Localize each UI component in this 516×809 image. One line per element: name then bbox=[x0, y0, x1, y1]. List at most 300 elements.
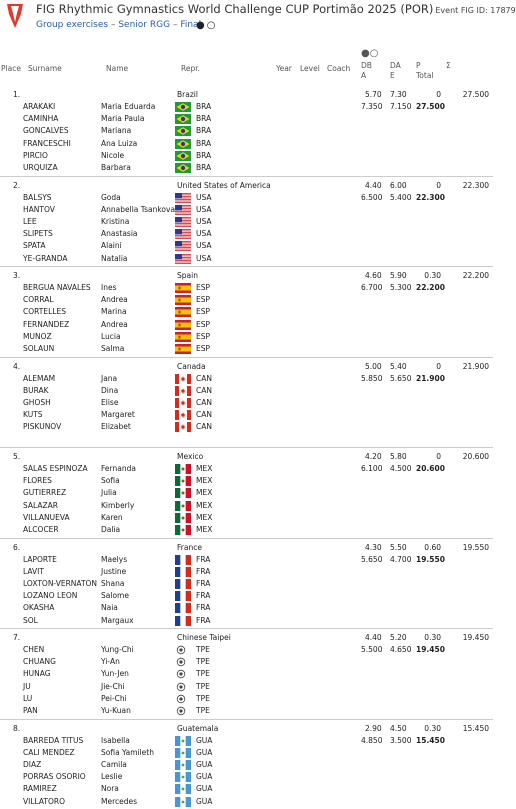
athlete-name: Yung-Chi bbox=[101, 645, 134, 654]
athlete-surname: BALSYS bbox=[23, 193, 52, 202]
team-summary-row bbox=[0, 543, 493, 553]
athlete-surname: LOZANO LEON bbox=[23, 591, 77, 600]
athlete-surname: PAN bbox=[23, 706, 38, 715]
tpe-flag-icon bbox=[175, 645, 191, 655]
team-place: 7. bbox=[13, 633, 20, 642]
athlete-surname: SOL bbox=[23, 616, 38, 625]
esp-flag-icon bbox=[175, 344, 191, 354]
usa-flag-icon bbox=[175, 254, 191, 264]
athlete-row bbox=[0, 760, 493, 772]
athlete-surname: CHUANG bbox=[23, 657, 56, 666]
team-total: 22.300 bbox=[416, 193, 445, 202]
fra-flag-icon bbox=[175, 616, 191, 626]
team-country: Spain bbox=[177, 271, 198, 280]
esp-flag-icon bbox=[175, 332, 191, 342]
team-total: 15.450 bbox=[416, 736, 445, 745]
athlete-row bbox=[0, 205, 493, 217]
mex-flag-icon bbox=[175, 488, 191, 498]
athlete-row bbox=[0, 241, 493, 253]
athlete-surname: LAPORTE bbox=[23, 555, 57, 564]
athlete-row bbox=[0, 320, 493, 332]
athlete-country-code: FRA bbox=[196, 591, 210, 600]
team-e-score: 3.500 bbox=[390, 736, 411, 745]
athlete-surname: CHEN bbox=[23, 645, 44, 654]
athlete-surname: ALCOCER bbox=[23, 525, 59, 534]
athlete-surname: FERNANDEZ bbox=[23, 320, 69, 329]
athlete-row bbox=[0, 151, 493, 163]
page-header bbox=[0, 0, 493, 62]
athlete-surname: HUNAG bbox=[23, 669, 51, 678]
fig-logo-icon bbox=[3, 2, 27, 30]
athlete-surname: FLORES bbox=[23, 476, 52, 485]
athlete-row bbox=[0, 114, 493, 126]
athlete-row bbox=[0, 344, 493, 356]
athlete-name: Camila bbox=[101, 760, 127, 769]
team-da: 5.20 bbox=[390, 633, 407, 642]
team-summary-row bbox=[0, 90, 493, 100]
athlete-country-code: MEX bbox=[196, 488, 212, 497]
athlete-surname: MUNOZ bbox=[23, 332, 52, 341]
tpe-flag-icon bbox=[175, 669, 191, 679]
esp-flag-icon bbox=[175, 283, 191, 293]
athlete-country-code: BRA bbox=[196, 114, 211, 123]
athlete-row bbox=[0, 501, 493, 513]
team-a-score: 6.100 bbox=[361, 464, 382, 473]
athlete-country-code: USA bbox=[196, 193, 212, 202]
col-level: Level bbox=[300, 64, 320, 73]
athlete-row bbox=[0, 657, 493, 669]
bra-flag-icon bbox=[175, 151, 191, 161]
athlete-country-code: GUA bbox=[196, 797, 212, 806]
athlete-surname: BERGUA NAVALES bbox=[23, 283, 91, 292]
team-e-score: 7.150 bbox=[390, 102, 411, 111]
col-p: P bbox=[416, 61, 421, 70]
team-group bbox=[0, 177, 493, 268]
team-db: 4.20 bbox=[365, 452, 382, 461]
fra-flag-icon bbox=[175, 567, 191, 577]
team-summary-row bbox=[0, 724, 493, 734]
athlete-country-code: TPE bbox=[196, 694, 210, 703]
athlete-row bbox=[0, 422, 493, 434]
athlete-country-code: ESP bbox=[196, 332, 210, 341]
athlete-surname: GONCALVES bbox=[23, 126, 69, 135]
usa-flag-icon bbox=[175, 205, 191, 215]
col-a: A bbox=[361, 71, 366, 80]
gua-flag-icon bbox=[175, 797, 191, 807]
gua-flag-icon bbox=[175, 748, 191, 758]
athlete-row bbox=[0, 591, 493, 603]
athlete-country-code: BRA bbox=[196, 139, 211, 148]
team-penalty: 0 bbox=[436, 181, 441, 190]
athlete-row bbox=[0, 398, 493, 410]
gua-flag-icon bbox=[175, 772, 191, 782]
team-total: 21.900 bbox=[416, 374, 445, 383]
can-flag-icon bbox=[175, 398, 191, 408]
team-db: 4.40 bbox=[365, 181, 382, 190]
athlete-name: Margaux bbox=[101, 616, 134, 625]
athlete-surname: ALEMAM bbox=[23, 374, 55, 383]
team-sigma: 20.600 bbox=[463, 452, 489, 461]
col-da: DA bbox=[390, 61, 401, 70]
athlete-country-code: USA bbox=[196, 217, 212, 226]
team-da: 6.00 bbox=[390, 181, 407, 190]
team-place: 5. bbox=[13, 452, 20, 461]
tpe-flag-icon bbox=[175, 682, 191, 692]
athlete-name: Natalia bbox=[101, 254, 128, 263]
athlete-row bbox=[0, 476, 493, 488]
col-coach: Coach bbox=[327, 64, 350, 73]
athlete-surname: FRANCESCHI bbox=[23, 139, 71, 148]
bra-flag-icon bbox=[175, 163, 191, 173]
fra-flag-icon bbox=[175, 591, 191, 601]
athlete-surname: CORRAL bbox=[23, 295, 54, 304]
team-total: 20.600 bbox=[416, 464, 445, 473]
athlete-country-code: GUA bbox=[196, 736, 212, 745]
team-penalty: 0.60 bbox=[424, 543, 441, 552]
athlete-name: Mariana bbox=[101, 126, 131, 135]
athlete-name: Shana bbox=[101, 579, 124, 588]
team-a-score: 5.850 bbox=[361, 374, 382, 383]
athlete-country-code: MEX bbox=[196, 464, 212, 473]
bra-flag-icon bbox=[175, 139, 191, 149]
usa-flag-icon bbox=[175, 229, 191, 239]
team-db: 5.00 bbox=[365, 362, 382, 371]
team-db: 2.90 bbox=[365, 724, 382, 733]
athlete-surname: ARAKAKI bbox=[23, 102, 55, 111]
mex-flag-icon bbox=[175, 464, 191, 474]
athlete-row bbox=[0, 139, 493, 151]
athlete-country-code: USA bbox=[196, 241, 212, 250]
athlete-name: Maelys bbox=[101, 555, 127, 564]
results-table bbox=[0, 86, 493, 809]
athlete-country-code: TPE bbox=[196, 669, 210, 678]
athlete-row bbox=[0, 579, 493, 591]
athlete-country-code: GUA bbox=[196, 760, 212, 769]
team-place: 2. bbox=[13, 181, 20, 190]
athlete-country-code: MEX bbox=[196, 513, 212, 522]
athlete-name: Elizabet bbox=[101, 422, 131, 431]
athlete-row bbox=[0, 748, 493, 760]
team-a-score: 6.700 bbox=[361, 283, 382, 292]
team-group bbox=[0, 267, 493, 358]
athlete-row bbox=[0, 307, 493, 319]
fra-flag-icon bbox=[175, 555, 191, 565]
usa-flag-icon bbox=[175, 217, 191, 227]
athlete-surname: LU bbox=[23, 694, 32, 703]
athlete-surname: SOLAUN bbox=[23, 344, 54, 353]
athlete-name: Maria Paula bbox=[101, 114, 144, 123]
athlete-name: Nicole bbox=[101, 151, 124, 160]
fra-flag-icon bbox=[175, 603, 191, 613]
athlete-row bbox=[0, 102, 493, 114]
athlete-country-code: BRA bbox=[196, 102, 211, 111]
athlete-row bbox=[0, 464, 493, 476]
team-summary-row bbox=[0, 181, 493, 191]
team-e-score: 5.400 bbox=[390, 193, 411, 202]
team-a-score: 7.350 bbox=[361, 102, 382, 111]
athlete-country-code: FRA bbox=[196, 603, 210, 612]
team-da: 5.80 bbox=[390, 452, 407, 461]
team-place: 1. bbox=[13, 90, 20, 99]
col-db: DB bbox=[361, 61, 372, 70]
athlete-surname: OKASHA bbox=[23, 603, 54, 612]
team-group bbox=[0, 448, 493, 539]
athlete-name: Andrea bbox=[101, 320, 128, 329]
team-group bbox=[0, 358, 493, 449]
team-sigma: 19.550 bbox=[463, 543, 489, 552]
col-sigma: Σ bbox=[446, 61, 451, 70]
athlete-country-code: CAN bbox=[196, 374, 212, 383]
athlete-row bbox=[0, 567, 493, 579]
athlete-country-code: TPE bbox=[196, 645, 210, 654]
team-place: 3. bbox=[13, 271, 20, 280]
athlete-name: Jana bbox=[101, 374, 117, 383]
athlete-surname: RAMIREZ bbox=[23, 784, 57, 793]
athlete-country-code: CAN bbox=[196, 398, 212, 407]
athlete-name: Andrea bbox=[101, 295, 128, 304]
athlete-surname: SALAS ESPINOZA bbox=[23, 464, 88, 473]
athlete-name: Anastasia bbox=[101, 229, 138, 238]
team-a-score: 6.500 bbox=[361, 193, 382, 202]
athlete-row bbox=[0, 645, 493, 657]
athlete-name: Maria Eduarda bbox=[101, 102, 155, 111]
athlete-surname: PISKUNOV bbox=[23, 422, 61, 431]
athlete-name: Kimberly bbox=[101, 501, 134, 510]
athlete-row bbox=[0, 784, 493, 796]
athlete-surname: CALI MENDEZ bbox=[23, 748, 75, 757]
athlete-name: Marina bbox=[101, 307, 127, 316]
athlete-name: Justine bbox=[101, 567, 126, 576]
column-headers bbox=[0, 62, 493, 88]
usa-flag-icon bbox=[175, 193, 191, 203]
breadcrumb-senior-rgg[interactable]: Senior RGG bbox=[118, 20, 170, 30]
athlete-row bbox=[0, 295, 493, 307]
athlete-name: Fernanda bbox=[101, 464, 136, 473]
team-group bbox=[0, 86, 493, 177]
team-country: Brazil bbox=[177, 90, 198, 99]
athlete-surname: LAVIT bbox=[23, 567, 44, 576]
team-place: 6. bbox=[13, 543, 20, 552]
team-db: 4.40 bbox=[365, 633, 382, 642]
athlete-row bbox=[0, 163, 493, 175]
bra-flag-icon bbox=[175, 114, 191, 124]
athlete-country-code: CAN bbox=[196, 386, 212, 395]
athlete-row bbox=[0, 694, 493, 706]
athlete-name: Salma bbox=[101, 344, 124, 353]
team-db: 5.70 bbox=[365, 90, 382, 99]
bra-flag-icon bbox=[175, 126, 191, 136]
team-db: 4.30 bbox=[365, 543, 382, 552]
team-penalty: 0 bbox=[436, 452, 441, 461]
team-da: 5.50 bbox=[390, 543, 407, 552]
athlete-country-code: FRA bbox=[196, 567, 210, 576]
col-apparatus-icons: ●○ bbox=[361, 48, 378, 59]
athlete-surname: CORTELLES bbox=[23, 307, 66, 316]
col-name: Name bbox=[106, 64, 128, 73]
athlete-country-code: BRA bbox=[196, 151, 211, 160]
athlete-name: Lucia bbox=[101, 332, 121, 341]
athlete-row bbox=[0, 410, 493, 422]
athlete-name: Julia bbox=[101, 488, 117, 497]
athlete-row bbox=[0, 193, 493, 205]
athlete-name: Kristina bbox=[101, 217, 129, 226]
team-sigma: 22.300 bbox=[463, 181, 489, 190]
bra-flag-icon bbox=[175, 102, 191, 112]
athlete-country-code: ESP bbox=[196, 295, 210, 304]
athlete-surname: LOXTON-VERNATON bbox=[23, 579, 97, 588]
athlete-surname: LEE bbox=[23, 217, 37, 226]
athlete-row bbox=[0, 332, 493, 344]
athlete-row bbox=[0, 254, 493, 266]
esp-flag-icon bbox=[175, 307, 191, 317]
athlete-country-code: MEX bbox=[196, 525, 212, 534]
esp-flag-icon bbox=[175, 295, 191, 305]
team-country: Mexico bbox=[177, 452, 203, 461]
team-penalty: 0.30 bbox=[424, 724, 441, 733]
mex-flag-icon bbox=[175, 476, 191, 486]
athlete-surname: SALAZAR bbox=[23, 501, 58, 510]
col-total: Total bbox=[416, 71, 434, 80]
col-surname: Surname bbox=[28, 64, 62, 73]
breadcrumb-final[interactable]: Final bbox=[180, 20, 201, 30]
col-year: Year bbox=[276, 64, 292, 73]
athlete-surname: PORRAS OSORIO bbox=[23, 772, 86, 781]
col-repr: Repr. bbox=[181, 64, 200, 73]
athlete-name: Yi-An bbox=[101, 657, 120, 666]
athlete-name: Ines bbox=[101, 283, 117, 292]
athlete-name: Karen bbox=[101, 513, 123, 522]
tpe-flag-icon bbox=[175, 706, 191, 716]
athlete-country-code: USA bbox=[196, 229, 212, 238]
athlete-name: Naia bbox=[101, 603, 118, 612]
athlete-name: Sofia Yamileth bbox=[101, 748, 154, 757]
team-place: 8. bbox=[13, 724, 20, 733]
athlete-country-code: MEX bbox=[196, 501, 212, 510]
athlete-name: Ana Luiza bbox=[101, 139, 137, 148]
athlete-name: Alaini bbox=[101, 241, 122, 250]
athlete-row bbox=[0, 374, 493, 386]
team-e-score: 4.700 bbox=[390, 555, 411, 564]
athlete-row bbox=[0, 229, 493, 241]
athlete-surname: BURAK bbox=[23, 386, 49, 395]
athlete-row bbox=[0, 217, 493, 229]
team-e-score: 5.650 bbox=[390, 374, 411, 383]
athlete-country-code: ESP bbox=[196, 307, 210, 316]
athlete-name: Yu-Kuan bbox=[101, 706, 131, 715]
team-da: 4.50 bbox=[390, 724, 407, 733]
athlete-country-code: MEX bbox=[196, 476, 212, 485]
athlete-country-code: USA bbox=[196, 254, 212, 263]
athlete-name: Dina bbox=[101, 386, 118, 395]
team-total: 22.200 bbox=[416, 283, 445, 292]
usa-flag-icon bbox=[175, 241, 191, 251]
team-group bbox=[0, 539, 493, 630]
page-title: FIG Rhythmic Gymnastics World Challenge CUP Portimão 2025 (POR) Event FIG ID: 17879 bbox=[36, 2, 516, 16]
athlete-name: Sofia bbox=[101, 476, 120, 485]
team-total: 19.550 bbox=[416, 555, 445, 564]
athlete-name: Leslie bbox=[101, 772, 122, 781]
apparatus-icons: ●○ bbox=[196, 20, 217, 31]
gua-flag-icon bbox=[175, 736, 191, 746]
team-summary-row bbox=[0, 271, 493, 281]
athlete-surname: SLIPETS bbox=[23, 229, 53, 238]
can-flag-icon bbox=[175, 386, 191, 396]
athlete-surname: BARREDA TITUS bbox=[23, 736, 83, 745]
fra-flag-icon bbox=[175, 579, 191, 589]
athlete-surname: KUTS bbox=[23, 410, 43, 419]
breadcrumb-group-exercises[interactable]: Group exercises bbox=[36, 20, 108, 30]
team-country: Guatemala bbox=[177, 724, 218, 733]
team-group bbox=[0, 629, 493, 720]
athlete-name: Nora bbox=[101, 784, 119, 793]
col-place: Place bbox=[1, 64, 21, 73]
athlete-surname: CAMINHA bbox=[23, 114, 58, 123]
mex-flag-icon bbox=[175, 525, 191, 535]
event-id: Event FIG ID: 17879 bbox=[435, 6, 515, 15]
athlete-row bbox=[0, 706, 493, 718]
athlete-country-code: GUA bbox=[196, 772, 212, 781]
athlete-country-code: USA bbox=[196, 205, 212, 214]
team-penalty: 0.30 bbox=[424, 633, 441, 642]
athlete-name: Margaret bbox=[101, 410, 135, 419]
team-summary-row bbox=[0, 452, 493, 462]
athlete-surname: JU bbox=[23, 682, 31, 691]
athlete-surname: VILLATORO bbox=[23, 797, 65, 806]
athlete-name: Goda bbox=[101, 193, 121, 202]
team-country: United States of America bbox=[177, 181, 271, 190]
team-e-score: 4.500 bbox=[390, 464, 411, 473]
athlete-name: Salome bbox=[101, 591, 129, 600]
team-group bbox=[0, 720, 493, 809]
team-a-score: 5.650 bbox=[361, 555, 382, 564]
athlete-surname: HANTOV bbox=[23, 205, 55, 214]
gua-flag-icon bbox=[175, 784, 191, 794]
team-sigma: 27.500 bbox=[463, 90, 489, 99]
team-da: 5.90 bbox=[390, 271, 407, 280]
team-total: 19.450 bbox=[416, 645, 445, 654]
team-sigma: 19.450 bbox=[463, 633, 489, 642]
team-total: 27.500 bbox=[416, 102, 445, 111]
athlete-name: Isabella bbox=[101, 736, 130, 745]
team-country: Chinese Taipei bbox=[177, 633, 231, 642]
esp-flag-icon bbox=[175, 320, 191, 330]
team-sigma: 22.200 bbox=[463, 271, 489, 280]
athlete-row bbox=[0, 603, 493, 615]
can-flag-icon bbox=[175, 410, 191, 420]
athlete-country-code: TPE bbox=[196, 682, 210, 691]
athlete-country-code: GUA bbox=[196, 748, 212, 757]
athlete-row bbox=[0, 283, 493, 295]
team-da: 7.30 bbox=[390, 90, 407, 99]
athlete-country-code: ESP bbox=[196, 320, 210, 329]
team-e-score: 4.650 bbox=[390, 645, 411, 654]
team-a-score: 4.850 bbox=[361, 736, 382, 745]
tpe-flag-icon bbox=[175, 694, 191, 704]
athlete-row bbox=[0, 126, 493, 138]
athlete-surname: URQUIZA bbox=[23, 163, 58, 172]
team-summary-row bbox=[0, 362, 493, 372]
athlete-surname: YE-GRANDA bbox=[23, 254, 68, 263]
team-da: 5.40 bbox=[390, 362, 407, 371]
athlete-name: Pei-Chi bbox=[101, 694, 127, 703]
athlete-row bbox=[0, 682, 493, 694]
athlete-country-code: ESP bbox=[196, 344, 210, 353]
team-country: Canada bbox=[177, 362, 206, 371]
athlete-surname: DIAZ bbox=[23, 760, 41, 769]
athlete-row bbox=[0, 525, 493, 537]
tpe-flag-icon bbox=[175, 657, 191, 667]
can-flag-icon bbox=[175, 422, 191, 432]
